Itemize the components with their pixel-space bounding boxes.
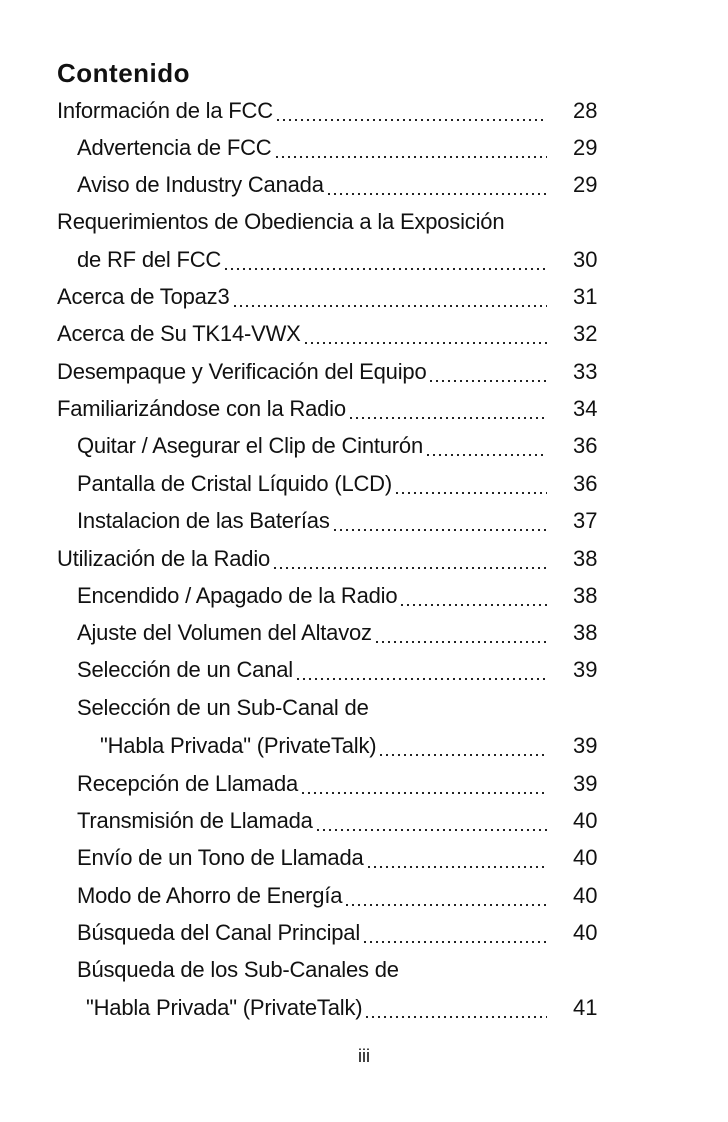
toc-entry-title: Desempaque y Verificación del Equipo (57, 359, 427, 384)
toc-entry-page: 33 (573, 359, 598, 384)
toc-entry-title: Acerca de Su TK14-VWX (57, 321, 301, 346)
toc-entry-title: Advertencia de FCC (77, 135, 272, 160)
dot-leader (303, 342, 547, 344)
page-number: iii (358, 1046, 370, 1066)
toc-entry-title: Selección de un Sub-Canal de (77, 695, 369, 720)
toc-entry-title: "Habla Privada" (PrivateTalk) (100, 733, 377, 758)
toc-entry-title: Familiarizándose con la Radio (57, 396, 346, 421)
toc-entry-page: 41 (573, 995, 598, 1020)
toc-entry (77, 805, 313, 837)
toc-entry-title: Pantalla de Cristal Líquido (LCD) (77, 471, 392, 496)
toc-entry-page: 29 (573, 172, 598, 197)
toc-entry (77, 505, 330, 537)
dot-leader (378, 754, 547, 756)
dot-leader (394, 492, 547, 494)
toc-entry-page: 31 (573, 284, 598, 309)
toc-entry-page: 38 (573, 583, 598, 608)
toc-entry-title: Utilización de la Radio (57, 546, 271, 571)
toc-entry (77, 617, 372, 649)
dot-leader (332, 529, 547, 531)
dot-leader (399, 604, 547, 606)
toc-entry-page: 37 (573, 508, 598, 533)
toc-entry (77, 842, 364, 874)
toc-entry-title: Ajuste del Volumen del Altavoz (77, 620, 372, 645)
toc-entry-title: Recepción de Llamada (77, 771, 299, 796)
page-title: Contenido (57, 58, 191, 88)
dot-leader (348, 417, 547, 419)
dot-leader (366, 866, 547, 868)
toc-entry-page: 32 (573, 321, 598, 346)
toc-entry (57, 543, 270, 575)
toc-entry (77, 580, 397, 612)
toc-entry (100, 730, 376, 762)
toc-entry (86, 992, 362, 1024)
toc-entry (57, 318, 301, 350)
toc-entry-page: 28 (573, 98, 598, 123)
toc-entry (77, 880, 342, 912)
toc-entry (57, 206, 504, 238)
toc-entry-page: 39 (573, 771, 598, 796)
toc-entry (77, 692, 369, 724)
toc-entry-page: 38 (573, 546, 598, 571)
toc-entry-page: 39 (573, 733, 598, 758)
toc-entry-title: Selección de un Canal (77, 657, 293, 682)
dot-leader (315, 829, 547, 831)
toc-entry-page: 39 (573, 657, 598, 682)
toc-entry-page: 34 (573, 396, 598, 421)
toc-entry-page: 30 (573, 247, 598, 272)
toc-entry (77, 954, 399, 986)
dot-leader (425, 454, 547, 456)
toc-entry-title: de RF del FCC (77, 247, 222, 272)
dot-leader (295, 678, 547, 680)
toc-entry-page: 29 (573, 135, 598, 160)
dot-leader (274, 156, 547, 158)
toc-entry (77, 244, 221, 276)
dot-leader (374, 641, 547, 643)
toc-entry-page: 36 (573, 471, 598, 496)
toc-entry (77, 132, 272, 164)
dot-leader (344, 904, 547, 906)
dot-leader (275, 119, 547, 121)
toc-entry (77, 768, 298, 800)
toc-entry-title: Información de la FCC (57, 98, 273, 123)
toc-entry (77, 468, 392, 500)
toc-entry-page: 40 (573, 920, 598, 945)
dot-leader (428, 380, 547, 382)
toc-entry-title: Quitar / Asegurar el Clip de Cinturón (77, 433, 423, 458)
toc-entry-page: 38 (573, 620, 598, 645)
toc-entry-title: Envío de un Tono de Llamada (77, 845, 364, 870)
toc-entry (57, 356, 426, 388)
toc-entry-title: Requerimientos de Obediencia a la Exposición (57, 209, 505, 234)
toc-entry-title: "Habla Privada" (PrivateTalk) (86, 995, 363, 1020)
dot-leader (232, 305, 547, 307)
toc-entry-title: Búsqueda de los Sub-Canales de (77, 957, 399, 982)
dot-leader (362, 941, 547, 943)
toc-entry-page: 40 (573, 808, 598, 833)
toc-entry (77, 430, 423, 462)
dot-leader (300, 792, 547, 794)
toc-entry-title: Instalacion de las Baterías (77, 508, 330, 533)
toc-entry (77, 169, 324, 201)
toc-entry-title: Búsqueda del Canal Principal (77, 920, 361, 945)
toc-entry (57, 281, 230, 313)
toc-entry (77, 917, 360, 949)
dot-leader (326, 193, 547, 195)
toc-entry-page: 40 (573, 883, 598, 908)
toc-entry-title: Modo de Ahorro de Energía (77, 883, 343, 908)
toc-entry-title: Transmisión de Llamada (77, 808, 313, 833)
toc-entry-title: Acerca de Topaz3 (57, 284, 230, 309)
dot-leader (364, 1016, 547, 1018)
toc-entry (57, 95, 273, 127)
toc-entry-title: Encendido / Apagado de la Radio (77, 583, 398, 608)
toc-entry (57, 393, 346, 425)
toc-entry-title: Aviso de Industry Canada (77, 172, 324, 197)
toc-entry-page: 40 (573, 845, 598, 870)
dot-leader (272, 567, 547, 569)
toc-entry (77, 654, 293, 686)
dot-leader (223, 268, 547, 270)
toc-entry-page: 36 (573, 433, 598, 458)
